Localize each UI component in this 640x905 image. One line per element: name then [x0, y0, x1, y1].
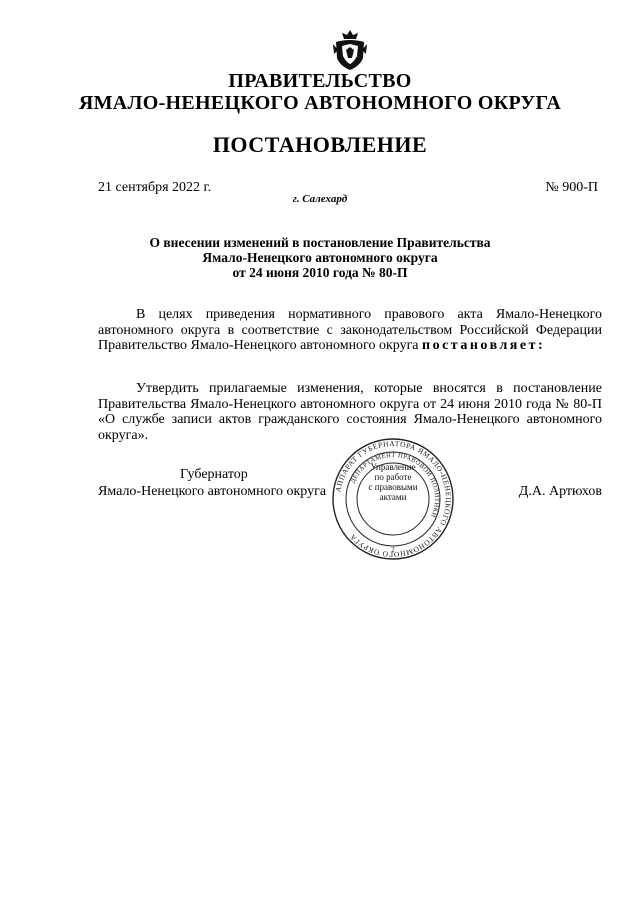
document-subject: [0, 235, 640, 280]
document-type-heading: ПОСТАНОВЛЕНИЕ: [212, 132, 428, 157]
stamp-center-line: актами: [379, 492, 407, 502]
signatory-title-line2: Ямало-Ненецкого автономного округа: [98, 484, 327, 499]
decree-word: постановляет: [422, 338, 538, 353]
decision-text: Утвердить прилагаемые изменения, которые вносятся в постановление Правительства Ямало-Ненецкого автономного округа от 24 июня 2010 года № 80-П «О службе записи актов гражданского состояния Ямало-Ненецкого автономного округа».: [98, 381, 602, 443]
stamp-center-text: [356, 462, 430, 502]
preamble-text: В целях приведения нормативного правового акта Ямало-Ненецкого автономного округа в соответствие с законодательством Российской Федерации Правительство Ямало-Ненецкого автономного округа: [98, 307, 602, 353]
subject-line: от 24 июня 2010 года № 80-П: [232, 265, 408, 280]
subject-line: О внесении изменений в постановление Правительства: [149, 235, 491, 250]
stamp-inner-text: ДЕПАРТАМЕНТ ПРАВОВОЙ ПОЛИТИКИ: [349, 451, 441, 519]
subject-line: Ямало-Ненецкого автономного округа: [202, 250, 438, 265]
stamp-number: 2: [391, 546, 395, 554]
document-date: 21 сентября 2022 г.: [98, 180, 212, 195]
document-city: г. Салехард: [292, 193, 348, 205]
decision-paragraph: [98, 381, 602, 443]
stamp-center-line: с правовыми: [368, 482, 418, 492]
government-title-line2: ЯМАЛО-НЕНЕЦКОГО АВТОНОМНОГО ОКРУГА: [78, 92, 562, 114]
government-title-line1: ПРАВИТЕЛЬСТВО: [228, 70, 412, 92]
document-number: № 900-П: [545, 180, 598, 195]
stamp-center-line: Управление: [370, 462, 416, 472]
preamble-paragraph: [98, 307, 602, 354]
signatory-title-line1: Губернатор: [180, 467, 248, 482]
stamp-center-line: по работе: [374, 472, 412, 482]
decree-colon: :: [537, 338, 546, 353]
stamp-outer-text: АППАРАТ ГУБЕРНАТОРА ЯМАЛО-НЕНЕЦКОГО АВТОНОМНОГО ОКРУГА: [333, 438, 454, 560]
signatory-name: Д.А. Артюхов: [518, 484, 602, 499]
coat-of-arms-icon: [330, 28, 370, 72]
